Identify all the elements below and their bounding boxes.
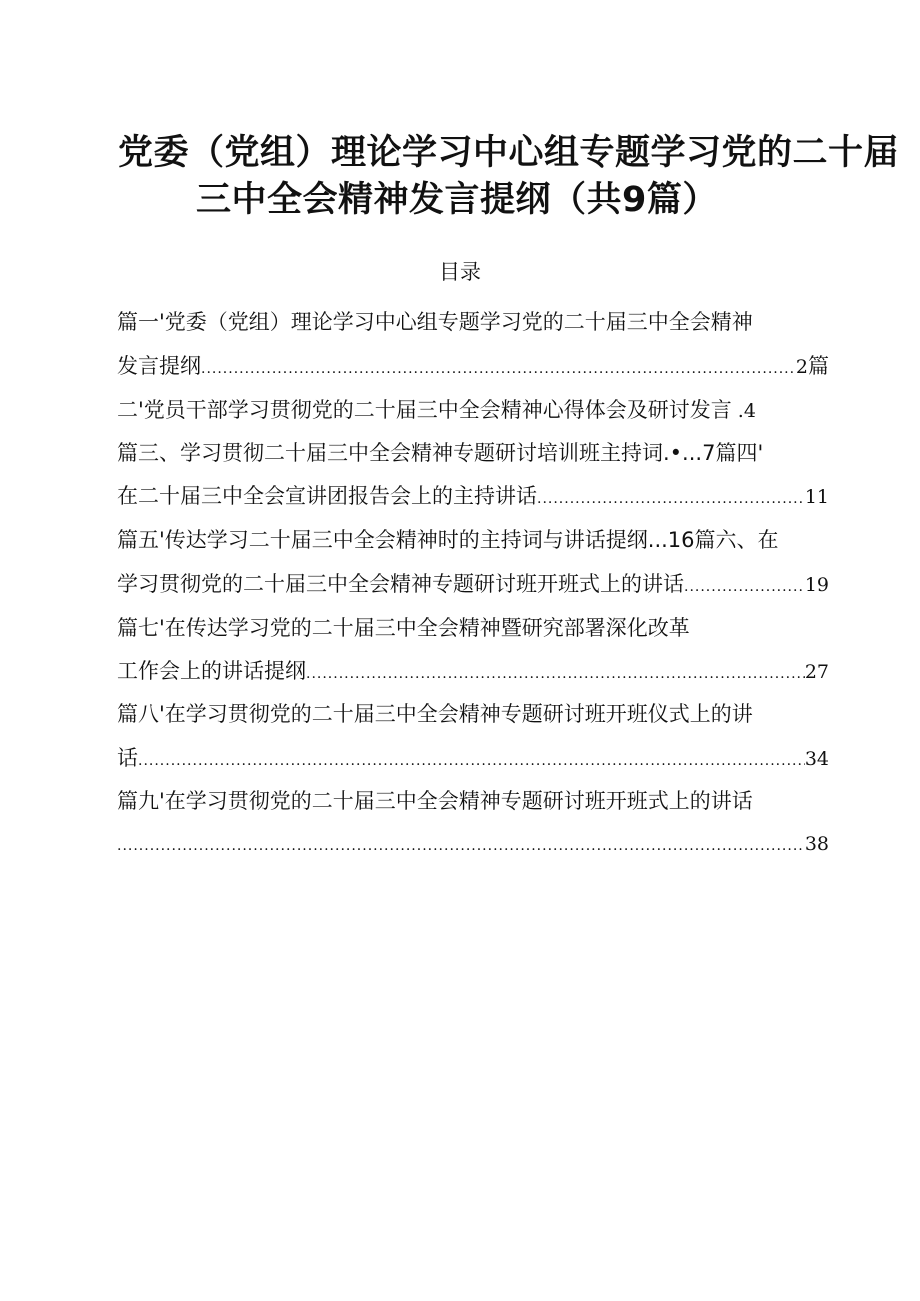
toc-line[interactable] xyxy=(117,613,829,643)
toc-page-number: 38 xyxy=(804,833,829,855)
toc-line-text: 篇一'党委（党组）理论学习中心组专题学习党的二十届三中全会精神 xyxy=(117,310,753,334)
toc-line[interactable] xyxy=(117,699,829,729)
toc-leader-dots xyxy=(537,484,805,511)
toc-line-text: 在二十届三中全会宣讲团报告会上的主持讲话 xyxy=(117,484,537,508)
toc-line[interactable] xyxy=(117,351,829,381)
toc-leader-dots xyxy=(306,659,805,686)
toc-line[interactable] xyxy=(117,656,829,686)
toc-line-text: 篇三、学习贯彻二十届三中全会精神专题研讨培训班主持词.•...7篇四' xyxy=(117,441,764,465)
toc-line[interactable] xyxy=(117,307,829,337)
toc-line[interactable] xyxy=(117,569,829,599)
toc-line[interactable] xyxy=(117,743,829,773)
toc-page-number: 11 xyxy=(804,486,829,508)
toc-line[interactable] xyxy=(117,786,829,816)
toc-leader-dots xyxy=(138,746,805,773)
toc-line-text: 学习贯彻党的二十届三中全会精神专题研讨班开班式上的讲话 xyxy=(117,572,684,596)
toc-line-continuation: 篇 xyxy=(808,354,829,378)
toc-page-number: 19 xyxy=(804,574,829,596)
toc-line-text: 篇九'在学习贯彻党的二十届三中全会精神专题研讨班开班式上的讲话 xyxy=(117,789,753,813)
document-title-line-1: 党委（党组）理论学习中心组专题学习党的二十届 xyxy=(118,133,900,173)
toc-line-text: 二'党员干部学习贯彻党的二十届三中全会精神心得体会及研讨发言 xyxy=(117,398,732,422)
toc-heading: 目录 xyxy=(439,260,481,284)
toc-page-number: 34 xyxy=(804,748,829,770)
toc-leader-dots xyxy=(117,831,805,859)
toc-line-text: 话 xyxy=(117,746,138,770)
toc-line[interactable] xyxy=(117,481,829,511)
toc-page-number: .4 xyxy=(737,400,756,422)
toc-leader-dots xyxy=(684,572,805,599)
toc-line[interactable] xyxy=(117,525,829,555)
toc-line-text: 篇五'传达学习二十届三中全会精神时的主持词与讲话提纲...16篇六、在 xyxy=(117,528,779,552)
toc-line-text: 工作会上的讲话提纲 xyxy=(117,659,306,683)
toc-page-number: 27 xyxy=(804,661,829,683)
document-title-line-2: 三中全会精神发言提纲（共9篇） xyxy=(196,180,718,220)
toc-line-text: 篇七'在传达学习党的二十届三中全会精神暨研究部署深化改革 xyxy=(117,616,690,640)
toc-line[interactable] xyxy=(117,438,829,468)
toc-line[interactable] xyxy=(117,395,829,425)
toc-line-text: 发言提纲 xyxy=(117,354,201,378)
toc-page-number: 2 xyxy=(795,356,808,378)
toc-line-text: 篇八'在学习贯彻党的二十届三中全会精神专题研讨班开班仪式上的讲 xyxy=(117,702,753,726)
toc-leader-dots xyxy=(201,354,796,381)
toc-line[interactable] xyxy=(117,829,829,859)
